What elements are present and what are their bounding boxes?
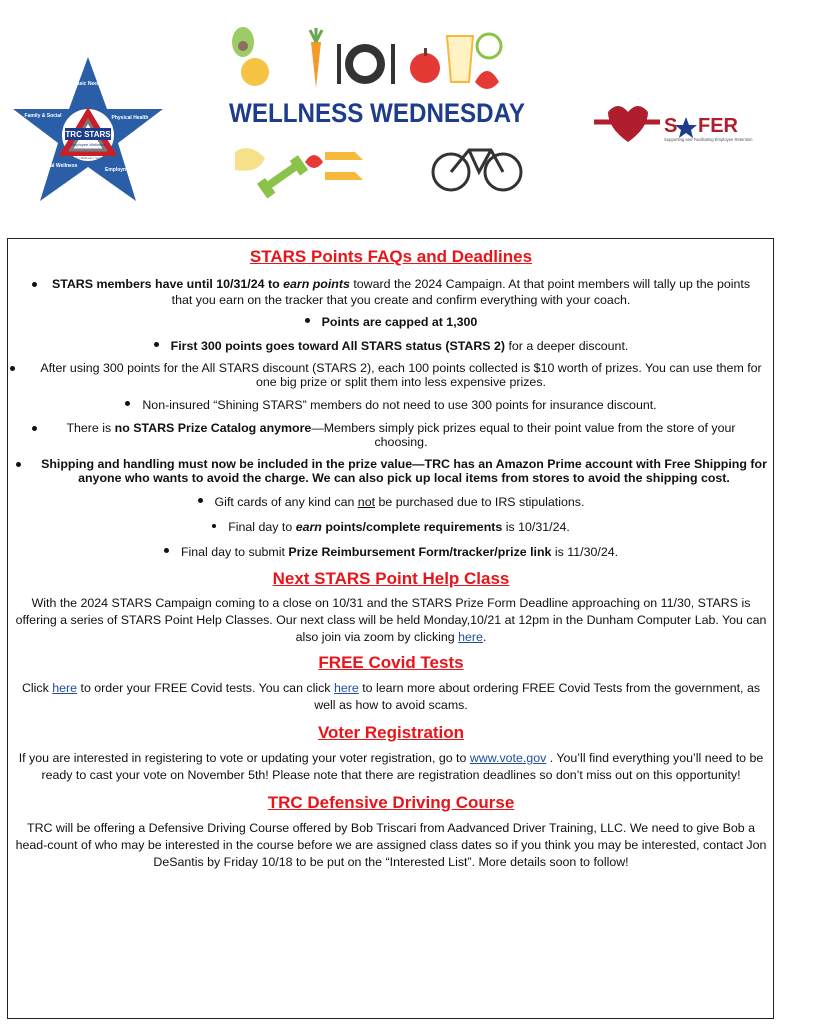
faq-bullet-2: Points are capped at 1,300 <box>8 314 774 330</box>
vote-gov-link[interactable]: www.vote.gov <box>469 751 547 765</box>
faq-bullet-7: Shipping and handling must now be included in the prize value—TRC has an Amazon Prime account with Free Shipping for anyone who wants to avoid the charge. We can also pick up local items from stores to avoid the shipping cost. <box>8 457 774 485</box>
heart-icon <box>475 71 499 89</box>
faq-bullet-10: Final day to submit Prize Reimbursement Form/tracker/prize link is 11/30/24. <box>8 544 774 560</box>
star-point-employment: Employment <box>104 167 136 173</box>
clock-icon <box>477 34 501 58</box>
star-point-family: Family & Social <box>24 113 62 119</box>
safer-logo <box>588 100 763 150</box>
dumbbell-icon <box>266 163 298 189</box>
covid-order-link[interactable]: here <box>52 681 78 695</box>
header <box>0 0 822 235</box>
apple-icon <box>410 53 440 83</box>
knife-icon <box>337 44 341 84</box>
safer-star-icon <box>675 117 697 138</box>
faq-bullet-6: There is no STARS Prize Catalog anymore—Members simply pick prizes equal to their point value from the store of your choosing. <box>8 421 774 449</box>
newsletter-content <box>8 246 774 871</box>
faq-title: STARS Points FAQs and Deadlines <box>249 247 533 266</box>
covid-learn-link[interactable]: here <box>333 681 359 695</box>
star-motto: Safety | Wellness | Success <box>69 156 107 160</box>
bullet-dot <box>32 282 37 287</box>
faq-bullet-5: Non-insured “Shining STARS” members do not need to use 300 points for insurance discount. <box>8 397 774 413</box>
help-class-text: With the 2024 STARS Campaign coming to a close on 10/31 and the STARS Prize Form Deadline approaching on 11/30, STARS is offering a series of STARS Point Help Classes. Our next class will be held Monday,10/21 at 12pm in the Dunham Computer Lab. You can also join via zoom by clicking here. <box>15 596 767 644</box>
star-point-mental: Mental Wellness <box>38 163 78 169</box>
faq-bullet-4: After using 300 points for the All STARS discount (STARS 2), each 100 points collected is $10 worth of prizes. You can use them for one big prize or split them into less expensive prizes. <box>8 361 774 389</box>
zoom-here-link[interactable]: here <box>458 630 483 644</box>
covid-title: FREE Covid Tests <box>318 653 464 672</box>
star-center-label: TRC STARS <box>65 130 111 139</box>
shoe-icon <box>325 152 363 160</box>
drink-icon <box>447 36 473 82</box>
star-point-basic: Basic Needs <box>73 81 103 87</box>
driving-title: TRC Defensive Driving Course <box>267 793 515 812</box>
carrot-icon <box>311 42 321 88</box>
safer-s: S <box>664 115 678 137</box>
wellness-wednesday-graphic <box>225 22 530 204</box>
star-point-physical: Physical Health <box>111 115 149 121</box>
help-class-title: Next STARS Point Help Class <box>272 569 510 588</box>
trc-stars-logo <box>8 55 168 205</box>
covid-text: Click here to order your FREE Covid tests. You can click here to learn more about ordering FREE Covid Tests from the government, as well as how to avoid scams. <box>21 681 761 712</box>
star-sub-label: Employee Wellness <box>70 142 106 147</box>
faq-bullet-1: STARS members have until 10/31/24 to earn points toward the 2024 Campaign. At that point members will tally up the points that you earn on the tracker that you create and confirm everything with your coach. <box>8 276 774 308</box>
fork-icon <box>391 44 395 84</box>
driving-text: TRC will be offering a Defensive Driving Course offered by Bob Triscari from Aadvanced Driver Training, LLC. We need to give Bob a head-count of who may be interested in the course before we are assigned class dates so if you think you may be interested, contact Jon DeSantis by Friday 10/18 to be put on the “Interested List”. More details soon to follow! <box>15 821 767 869</box>
safer-fer: FER <box>698 115 738 137</box>
faq-bullet-9: Final day to earn points/complete requirements is 10/31/24. <box>8 519 774 535</box>
wellness-title: WELLNESS WEDNESDAY <box>229 98 525 128</box>
banana-icon <box>235 148 265 171</box>
faq-bullet-3: First 300 points goes toward All STARS status (STARS 2) for a deeper discount. <box>8 338 774 354</box>
faq-bullet-8: Gift cards of any kind can not be purchased due to IRS stipulations. <box>8 494 774 510</box>
safer-tagline: Supporting and Facilitating Employee Retention <box>664 137 753 142</box>
voter-title: Voter Registration <box>317 723 465 742</box>
orange-icon <box>241 58 269 86</box>
voter-text: If you are interested in registering to vote or updating your voter registration, go to www.vote.gov . You’ll find everything you’ll need to be ready to cast your vote on November 5th! Please note that there are registration deadlines so don’t miss out on this opportunity! <box>18 751 764 782</box>
